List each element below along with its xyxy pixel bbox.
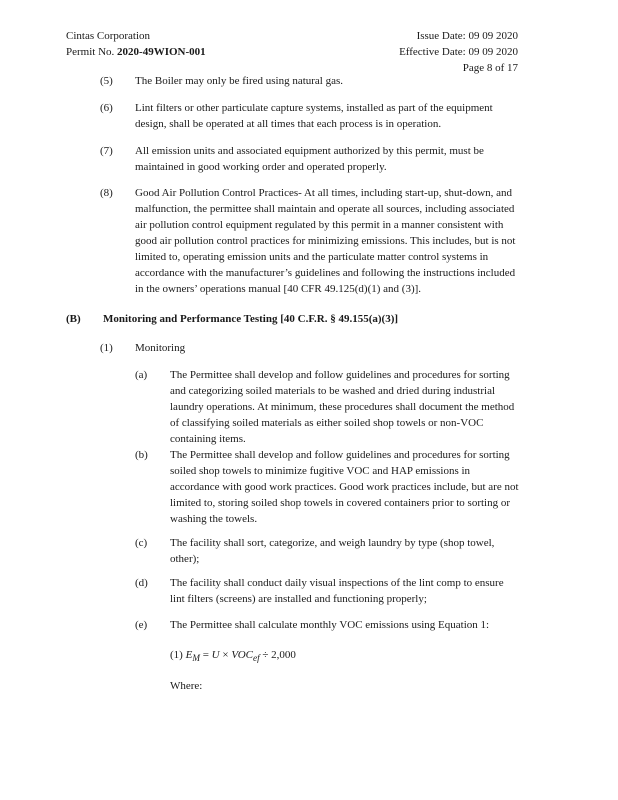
subsection-1-title: Monitoring: [135, 342, 186, 354]
header-left: [66, 28, 206, 60]
item-c-text: The facility shall sort, categorize, and weigh laundry by type (shop towel, other);: [170, 537, 495, 565]
item-8-number: (8): [100, 187, 113, 199]
equation-lhs: E: [185, 649, 193, 661]
equation-voc: VOC: [231, 649, 254, 661]
issue-date: Issue Date: 09 09 2020: [416, 30, 518, 42]
equation-rest: ÷ 2,000: [259, 649, 296, 661]
item-5-number: (5): [100, 75, 113, 87]
item-b-number: (b): [135, 449, 148, 461]
equation-eq: =: [199, 649, 212, 661]
item-7-text: All emission units and associated equipment authorized by this permit, must be maintained in good working order and operated properly.: [135, 145, 484, 173]
equation-u: U: [211, 649, 220, 661]
item-b-text: The Permittee shall develop and follow guidelines and procedures for sorting soiled shop towels to minimize fugitive VOC and HAP emissions in accordance with good work practices. Good work practices include, but are not limited to, storing soiled shop towels in covered containers prior to sorting or washing the towels.: [170, 449, 519, 525]
item-6-number: (6): [100, 102, 113, 114]
equation-times: ×: [219, 649, 232, 661]
where-label: Where:: [170, 680, 203, 692]
item-c-number: (c): [135, 537, 148, 549]
item-8-text: Good Air Pollution Control Practices- At all times, including start-up, shut-down, and malfunction, the permittee shall maintain and operate all sources, including associated air pollution control equipment regulated by this permit in a manner consistent with good air pollution control practices for minimizing emissions. This includes, but is not limited to, operating emission units and the particulate matter control systems in accordance with the manufacturer’s guidelines and following the instructions included in the owners’ operations manual [40 CFR 49.125(d)(1) and (3)].: [135, 187, 516, 295]
header-right: [399, 28, 518, 76]
equation-lhs-sub: M: [192, 653, 200, 664]
item-d-text: The facility shall conduct daily visual inspections of the lint comp to ensure lint filters (screens) are installed and functioning properly;: [170, 577, 504, 605]
section-b-title: Monitoring and Performance Testing [40 C.F.R. § 49.155(a)(3)]: [103, 313, 399, 325]
item-6-text: Lint filters or other particulate capture systems, installed as part of the equipment design, shall be operated at all times that each process is in operation.: [135, 102, 493, 130]
section-b-number: (B): [66, 313, 81, 325]
item-e-text: The Permittee shall calculate monthly VOC emissions using Equation 1:: [170, 619, 490, 631]
permit-id: 2020-49WION-001: [117, 46, 206, 58]
equation-label: (1): [170, 649, 183, 661]
permit-label: Permit No.: [66, 46, 115, 58]
equation-1: [170, 647, 520, 666]
company-name: Cintas Corporation: [66, 30, 151, 42]
item-a-number: (a): [135, 369, 148, 381]
equation-voc-sub: ef: [253, 653, 260, 664]
item-5-text: The Boiler may only be fired using natural gas.: [135, 75, 344, 87]
item-e-number: (e): [135, 619, 148, 631]
effective-date: Effective Date: 09 09 2020: [399, 46, 518, 58]
subsection-1-number: (1): [100, 342, 113, 354]
item-d-number: (d): [135, 577, 148, 589]
item-7-number: (7): [100, 145, 113, 157]
page-number: Page 8 of 17: [462, 62, 518, 74]
permit-number: [66, 44, 206, 60]
item-a-text: The Permittee shall develop and follow guidelines and procedures for sorting and categorizing soiled materials to be washed and dried during industrial laundry operations. At minimum, these procedures shall document the method of classifying soiled materials as either soiled shop towels or non-VOC containing items.: [170, 369, 515, 445]
